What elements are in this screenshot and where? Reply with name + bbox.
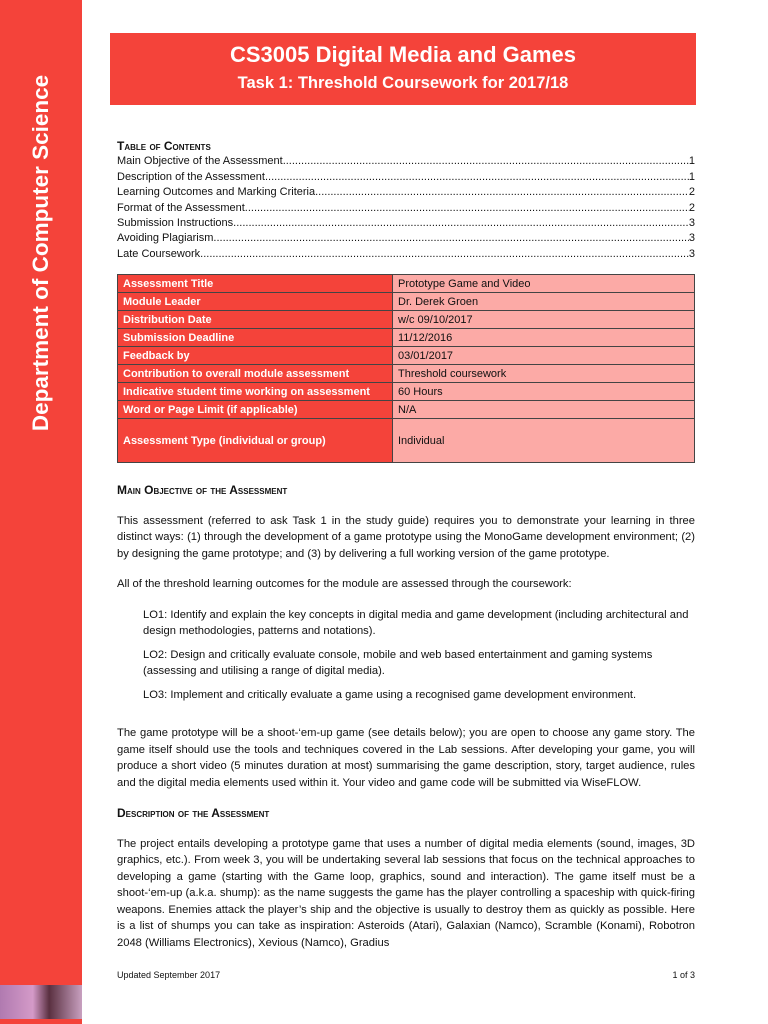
footer-page-number: 1 of 3 — [672, 970, 695, 980]
table-row — [118, 365, 695, 383]
paragraph: The game prototype will be a shoot-‘em-up game (see details below); you are open to choose any game story. The game itself should use the tools and techniques covered in the Lab sessions. After developing your game, you will produce a short video (5 minutes duration at most) summarising the game description, story, target audience, rules and the digital media elements used within it. Your video and game code will be submitted via WiseFLOW. — [117, 727, 695, 789]
toc-entry-label: Format of the Assessment — [117, 201, 245, 214]
learning-outcome: LO3: Implement and critically evaluate a game using a recognised game development environment. — [143, 688, 637, 701]
row-value: w/c 09/10/2017 — [393, 311, 695, 329]
learning-outcome: LO1: Identify and explain the key concepts in digital media and game development (including architectural and design methodologies, patterns and notations). — [143, 608, 689, 637]
toc-entry[interactable] — [117, 201, 695, 216]
assessment-info-table — [117, 274, 695, 463]
row-value: 03/01/2017 — [393, 347, 695, 365]
sidebar-band — [0, 0, 82, 1024]
toc-leader — [245, 201, 689, 216]
row-value: N/A — [393, 401, 695, 419]
row-label: Word or Page Limit (if applicable) — [118, 401, 393, 419]
toc-leader — [213, 231, 688, 246]
department-title: Department of Computer Science — [28, 74, 53, 432]
row-label: Feedback by — [118, 347, 393, 365]
toc-entry-page: 2 — [688, 186, 695, 199]
row-label: Submission Deadline — [118, 329, 393, 347]
row-value: Prototype Game and Video — [393, 275, 695, 293]
toc-leader — [233, 216, 689, 231]
toc-entry-label: Learning Outcomes and Marking Criteria — [117, 186, 316, 199]
section-heading: Main Objective of the Assessment — [117, 483, 288, 497]
row-label: Assessment Type (individual or group) — [118, 419, 393, 463]
toc-entry-page: 1 — [688, 170, 695, 183]
toc-entry-page: 3 — [688, 217, 695, 230]
toc-leader — [283, 154, 689, 169]
document-title: CS3005 Digital Media and Games — [229, 42, 577, 67]
title-banner — [110, 33, 696, 105]
row-label: Contribution to overall module assessment — [118, 365, 393, 383]
toc-entry-label: Main Objective of the Assessment — [117, 155, 283, 168]
toc-entry-label: Description of the Assessment — [117, 170, 265, 183]
toc-heading: Table of Contents — [117, 139, 211, 153]
toc-entry-label: Avoiding Plagiarism — [117, 232, 214, 245]
table-row — [118, 419, 695, 463]
toc-leader — [200, 247, 689, 262]
row-value: 60 Hours — [393, 383, 695, 401]
toc-entry[interactable] — [117, 216, 695, 231]
table-of-contents — [117, 139, 695, 262]
row-value: Individual — [393, 419, 695, 463]
toc-leader — [265, 170, 689, 185]
toc-entry[interactable] — [117, 154, 695, 169]
learning-outcome: LO2: Design and critically evaluate console, mobile and web based entertainment and gaming systems (assessing and utilising a range of digital media). — [143, 648, 653, 677]
toc-entry-page: 3 — [688, 247, 695, 260]
document-subtitle: Task 1: Threshold Coursework for 2017/18 — [237, 74, 569, 92]
paragraph: The project entails developing a prototype game that uses a number of digital media elements (sound, images, 3D graphics, etc.). From week 3, you will be undertaking several lab sessions that focus on the technical approaches to developing a game (starting with the Game loop, graphics, sound and interaction). The game itself must be a shoot-‘em-up (a.k.a. shump): as the name suggests the game has the player controlling a spaceship with quick-firing weapons. Enemies attack the player’s ship and the objective is usually to destroy them as quickly as possible. Here is a list of shumps you can take as inspiration: Asteroids (Atari), Galaxian (Namco), Scramble (Konami), Robotron 2048 (Williams Electronics), Xevious (Namco), Gradius — [117, 837, 695, 949]
row-value: Threshold coursework — [393, 365, 695, 383]
toc-leader — [315, 185, 689, 200]
section-heading: Description of the Assessment — [117, 806, 270, 820]
table-row — [118, 401, 695, 419]
row-label: Distribution Date — [118, 311, 393, 329]
row-label: Module Leader — [118, 293, 393, 311]
table-row — [118, 347, 695, 365]
table-row — [118, 383, 695, 401]
table-row — [118, 329, 695, 347]
students-photo — [0, 985, 82, 1019]
table-row — [118, 293, 695, 311]
toc-entry[interactable] — [117, 185, 695, 200]
table-row — [118, 275, 695, 293]
toc-entry[interactable] — [117, 231, 695, 246]
toc-entry-label: Late Coursework — [117, 247, 201, 260]
paragraph: This assessment (referred to ask Task 1 in the study guide) requires you to demonstrate your learning in three distinct ways: (1) through the development of a game prototype using the MonoGame development environment; (2) by designing the game prototype; and (3) by delivering a full working version of the game prototype. — [117, 514, 695, 560]
row-value: 11/12/2016 — [393, 329, 695, 347]
toc-entry-page: 3 — [688, 232, 695, 245]
footer-updated: Updated September 2017 — [117, 970, 221, 980]
toc-entry-page: 2 — [688, 201, 695, 214]
toc-entry-label: Submission Instructions — [117, 217, 234, 230]
row-label: Indicative student time working on assessment — [118, 383, 393, 401]
row-label: Assessment Title — [118, 275, 393, 293]
toc-entry[interactable] — [117, 170, 695, 185]
main-objective-section — [117, 482, 695, 965]
paragraph: All of the threshold learning outcomes for the module are assessed through the coursework: — [117, 578, 572, 590]
toc-entry-page: 1 — [688, 155, 695, 168]
row-value: Dr. Derek Groen — [393, 293, 695, 311]
table-row — [118, 311, 695, 329]
toc-entry[interactable] — [117, 247, 695, 262]
